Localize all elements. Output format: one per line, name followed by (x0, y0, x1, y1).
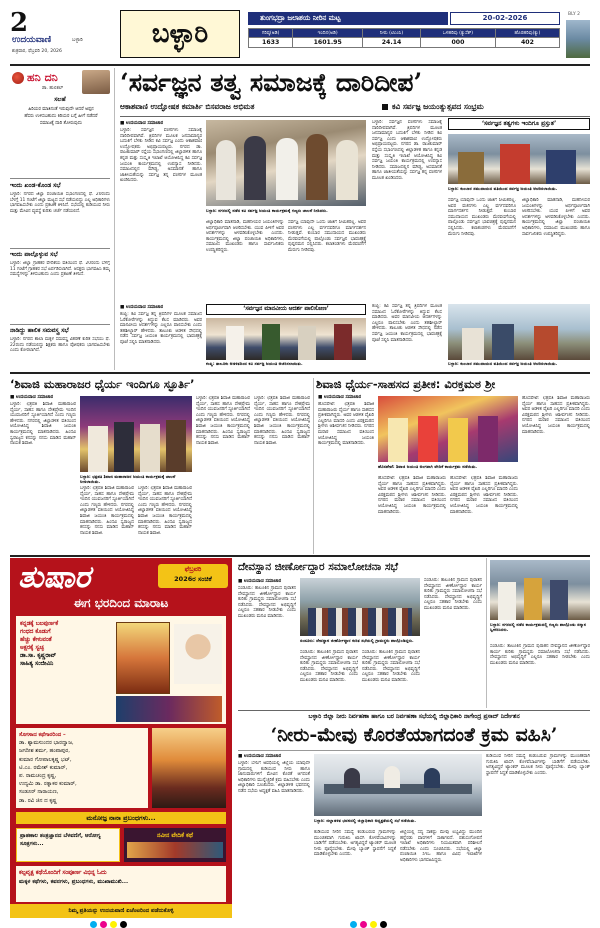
tushara-art (116, 696, 222, 722)
section-title: ಬಳ್ಳಾರಿ (151, 19, 209, 49)
photo-figure (306, 134, 328, 200)
dam-level-box (248, 12, 560, 58)
paper-name: ಉದಯವಾಣಿ (12, 35, 52, 45)
tushara-portrait (174, 624, 222, 684)
tushara-bottom-panel (16, 866, 226, 902)
hani-logo-icon (12, 72, 24, 84)
photo-figure (114, 422, 134, 472)
lead-side-body-a: ಸರ್ವಜ್ಞ ಯಾವುದೇ ಒಂದು ಜಾತಿಗೆ ಸೀಮಿತರಲ್ಲ. ಅವರ ವಚನಗಳು ಎಲ್ಲ ವರ್ಗದವರಿಗೂ ಮಾರ್ಗದರ್ಶನ ನೀಡುತ್ತವೆ. ಕುಂಬಾರ ಸಮುದಾಯದ ಮುಖಂಡರು ಮೆರವಣಿಗೆಯಲ್ಲಿ ಪಾಲ್ಗೊಂಡು ಸರ್ವಜ್ಞನ ಭಾವಚಿತ್ರಕ್ಕೆ ಪುಷ್ಪನಮನ ಸಲ್ಲಿಸಿದರು. ಕಲಾತಂಡಗಳು ಮೆರವಣಿಗೆಗೆ ಮೆರುಗು ನೀಡಿದವು. (448, 198, 516, 237)
registration-dot (350, 921, 357, 928)
contributor: ಉದ್ಯಮಿ ಡಾ. ರತ್ನಾಕರ ಕುಮಾರ್, (19, 781, 77, 788)
temple-body-a: ಸಂಡೂರು: ತಾಲೂಕಿನ ಗ್ರಾಮದ ಪುರಾತನ ದೇವಸ್ಥಾನದ ಜೀರ್ಣೋದ್ಧಾರ ಕಾರ್ಯ ಕುರಿತು ಗ್ರಾಮಸ್ಥರು ಸಮಾಲೋಚನಾ ಸಭೆ ನಡೆಸಿದರು. ದೇವಸ್ಥಾನದ ಅಭಿವೃದ್ಧಿಗೆ ಎಲ್ಲರೂ ಸಹಕಾರ ನೀಡಬೇಕು ಎಂದು ಮುಖಂಡರು ಮನವಿ ಮಾಡಿದರು. (238, 586, 296, 619)
registration-dot (360, 921, 367, 928)
temple-body-d: ಸಂಡೂರು: ತಾಲೂಕಿನ ಗ್ರಾಮದ ಪುರಾತನ ದೇವಸ್ಥಾನದ ಜೀರ್ಣೋದ್ಧಾರ ಕಾರ್ಯ ಕುರಿತು ಗ್ರಾಮಸ್ಥರು ಸಮಾಲೋಚನಾ ಸಭೆ ನಡೆಸಿದರು. ದೇವಸ್ಥಾನದ ಅಭಿವೃದ್ಧಿಗೆ ಎಲ್ಲರೂ ಸಹಕಾರ ನೀಡಬೇಕು ಎಂದು ಮುಖಂಡರು ಮನವಿ ಮಾಡಿದರು. (424, 578, 482, 611)
brief-2-title: ಇಂದು ಪಾಲ್ಗೊಳ್ಳುವ ಸಭೆ (10, 251, 58, 258)
temple-body-c: ಸಂಡೂರು: ತಾಲೂಕಿನ ಗ್ರಾಮದ ಪುರಾತನ ದೇವಸ್ಥಾನದ ಜೀರ್ಣೋದ್ಧಾರ ಕಾರ್ಯ ಕುರಿತು ಗ್ರಾಮಸ್ಥರು ಸಮಾಲೋಚನಾ ಸಭೆ ನಡೆಸಿದರು. ದೇವಸ್ಥಾನದ ಅಭಿವೃದ್ಧಿಗೆ ಎಲ್ಲರೂ ಸಹಕಾರ ನೀಡಬೇಕು ಎಂದು ಮುಖಂಡರು ಮನವಿ ಮಾಡಿದರು. (362, 650, 420, 683)
tushara-illustration (152, 728, 226, 808)
lead-side-caption: ಬಳ್ಳಾರಿ: ಕುಂಬಾರ ಸಮುದಾಯದ ವತಿಯಿಂದ ಸರ್ವಜ್ಞ ಜಯಂತಿ ಆಚರಿಸಲಾಯಿತು. (448, 186, 558, 191)
contributor: ಸಂಡೂರ್ ನಾರಾಯಣ, (19, 789, 59, 796)
section-title-box (120, 10, 240, 58)
shivaji-body-left-a: ಬಳ್ಳಾರಿ: ಛತ್ರಪತಿ ಶಿವಾಜಿ ಮಹಾರಾಜರ ಧೈರ್ಯ, ಸಾಹಸ ಹಾಗೂ ದೇಶಪ್ರೇಮ ಇಂದಿನ ಯುವಜನರಿಗೆ ಸ್ಫೂರ್ತಿಯಾಗಿದೆ ಎಂದು ಗಣ್ಯರು ಹೇಳಿದರು. ನಗರದಲ್ಲಿ ಜಿಲ್ಲಾಡಳಿತ ವತಿಯಿಂದ ಆಯೋಜಿಸಿದ್ದ ಶಿವಾಜಿ ಜಯಂತಿ ಕಾರ್ಯಕ್ರಮದಲ್ಲಿ ಮಾತನಾಡಿದರು. ಹಿಂದವಿ ಸ್ವರಾಜ್ಯದ ಕನಸನ್ನು ನನಸು ಮಾಡಿದ ಮಹಾನ್ ನಾಯಕ ಶಿವಾಜಿ. (10, 402, 76, 447)
side-photo-2 (448, 304, 590, 360)
tushara-box1 (16, 828, 120, 862)
rule (10, 248, 110, 249)
water-byline: ■ ಉದಯವಾಣಿ ಸಮಾಚಾರ (238, 754, 282, 759)
rule (10, 372, 590, 374)
dam-photo (566, 20, 590, 58)
shivaji-body-right-c: ಹೊಸಪೇಟೆ: ಛತ್ರಪತಿ ಶಿವಾಜಿ ಮಹಾರಾಜರು ಧೈರ್ಯ ಹಾಗೂ ಸಾಹಸದ ಪ್ರತೀಕವಾಗಿದ್ದರು. ಅವರ ಆಡಳಿತ ವೈಖರಿ ಎಲ್ಲರಿಗೂ ಮಾದರಿ ಎಂದು ವಿರಕ್ತಮಠದ ಶ್ರೀಗಳು ಆಶೀರ್ವಚನ ನೀಡಿದರು. ನಗರದ ಮರಾಠ ಸಮಾಜದ ವತಿಯಿಂದ ಆಯೋಜಿಸಿದ್ದ ಜಯಂತಿ ಕಾರ್ಯಕ್ರಮದಲ್ಲಿ ಮಾತನಾಡಿದರು. (450, 476, 518, 515)
tushara-tagline: ಈಗ ಭರದಿಂದ ಮಾರಾಟ (73, 596, 169, 610)
lead-body-col1: ಬಳ್ಳಾರಿ: ಸರ್ವಜ್ಞನ ವಚನಗಳು ಸಮಾಜಕ್ಕೆ ದಾರಿದೀಪವಾಗಿವೆ. ತ್ರಿಪದಿಗಳ ಮೂಲಕ ಜನಸಾಮಾನ್ಯರ ಬದುಕಿಗೆ ಬೆಳಕು ನೀಡಿದ ಕವಿ ಸರ್ವಜ್ಞ ಎಂದು ಆಕಾಶವಾಣಿ ಉದ್ಘೋಷಕರು ಅಭಿಪ್ರಾಯಪಟ್ಟರು. ನಗರದ ಡಾ. ರಾಜಕುಮಾರ್ ರಸ್ತೆಯ ಸಭಾಂಗಣದಲ್ಲಿ ಜಿಲ್ಲಾಡಳಿತ ಹಾಗೂ ಕನ್ನಡ ಮತ್ತು ಸಂಸ್ಕೃತಿ ಇಲಾಖೆ ಆಯೋಜಿಸಿದ್ದ ಕವಿ ಸರ್ವಜ್ಞ ಜಯಂತಿ ಕಾರ್ಯಕ್ರಮದಲ್ಲಿ ಉಪನ್ಯಾಸ ನೀಡಿದರು. ಸಮಾಜದಲ್ಲಿನ ಮೌಢ್ಯ, ಅಸಮಾನತೆ ಹಾಗೂ ಜಾತೀಯತೆಯನ್ನು ಸರ್ವಜ್ಞ ತನ್ನ ವಚನಗಳ ಮೂಲಕ ಖಂಡಿಸಿದರು. (120, 128, 202, 184)
water-body-c: ಜಿಲ್ಲೆಯಲ್ಲಿ ಸದ್ಯ ಸಾಕಷ್ಟು ಮೇವು ಲಭ್ಯವಿದ್ದು ಮುಂದಿನ ಹನ್ನೆರಡು ವಾರಗಳಿಗೆ ಸಾಕಾಗಲಿದೆ. ಪಶುಸಂಗೋಪನೆ ಇಲಾಖೆ ಅಧಿಕಾರಿಗಳು ನಿಯಮಿತವಾಗಿ ಪರಿಶೀಲನೆ ನಡೆಸಬೇಕು ಎಂದು ಸೂಚಿಸಿದರು. ಸಭೆಯಲ್ಲಿ ಜಿಲ್ಲಾ ಪಂಚಾಯಿತಿ ಸಿಇಒ ಹಾಗೂ ವಿವಿಧ ಇಲಾಖೆಗಳ ಅಧಿಕಾರಿಗಳು ಭಾಗವಹಿಸಿದ್ದರು. (400, 830, 482, 863)
contributor: ಕುಮಾರ ಗೋಪಾಲಕೃಷ್ಣ ಭಟ್, (19, 756, 72, 763)
temple-headline: ದೇವಸ್ಥಾನ ಜೀರ್ಣೋದ್ಧಾರ ಸಮಾಲೋಚನಾ ಸಭೆ (238, 561, 398, 573)
tushara-bottom2: ಮಕ್ಕಳ ಕಥೆಗಳು, ಕವನಗಳು, ಪ್ರಬಂಧಗಳು, ಮುಖಾಮುಖಿ... (19, 879, 129, 885)
tushara-ribbon: ಮನೋಜ್ಞ ನಾನಾ ಪ್ರಬಂಧಗಳು... (16, 812, 226, 824)
hani-logo: ಹನಿ ದನಿ (27, 71, 58, 84)
photo-figure (534, 326, 558, 360)
tushara-contributors (16, 728, 148, 808)
square-bullet-icon (382, 104, 388, 110)
temple-side-photo (490, 560, 590, 620)
feature-line: ಗಂಧದ ಕೊಡುಗೆ (20, 629, 51, 635)
temple-byline: ■ ಉದಯವಾಣಿ ಸಮಾಚಾರ (238, 579, 282, 584)
registration-dot (100, 921, 107, 928)
lead-body-col3: ಸರ್ವಜ್ಞ ಯಾವುದೇ ಒಂದು ಜಾತಿಗೆ ಸೀಮಿತರಲ್ಲ. ಅವರ ವಚನಗಳು ಎಲ್ಲ ವರ್ಗದವರಿಗೂ ಮಾರ್ಗದರ್ಶನ ನೀಡುತ್ತವೆ. ಕುಂಬಾರ ಸಮುದಾಯದ ಮುಖಂಡರು ಮೆರವಣಿಗೆಯಲ್ಲಿ ಪಾಲ್ಗೊಂಡು ಸರ್ವಜ್ಞನ ಭಾವಚಿತ್ರಕ್ಕೆ ಪುಷ್ಪನಮನ ಸಲ್ಲಿಸಿದರು. ಕಲಾತಂಡಗಳು ಮೆರವಣಿಗೆಗೆ ಮೆರುಗು ನೀಡಿದವು. (288, 220, 366, 253)
section2-tag: ‘ಸರ್ವಜ್ಞನ ಮಾನವೀಯ ಆದರ್ಶ ಪಾಲಿಸೋಣ’ (206, 304, 366, 315)
poem-title: ಸಲಹೆ (54, 96, 66, 103)
brief-1-body: ಬಳ್ಳಾರಿ: ನಗರದ ಜಿಲ್ಲಾ ಪಂಚಾಯಿತಿ ಸಭಾಂಗಣದಲ್ಲಿ ಫೆ. 20ರಂದು ಬೆಳಗ್ಗೆ 11 ಗಂಟೆಗೆ ಜಿಲ್ಲಾ ಮಟ್ಟದ ಸಭೆ ನಡೆಯಲಿದ್ದು ಎಲ್ಲ ಅಧಿಕಾರಿಗಳು ಭಾಗವಹಿಸಬೇಕು ಎಂದು ಪ್ರಕಟಣೆ ತಿಳಿಸಿದೆ. ಸಭೆಯಲ್ಲಿ ಕುಡಿಯುವ ನೀರು ಮತ್ತು ಮೇವಿನ ವ್ಯವಸ್ಥೆ ಕುರಿತು ಚರ್ಚೆ ನಡೆಯಲಿದೆ. (10, 192, 110, 214)
photo-figure (458, 152, 484, 184)
dam-value-3: 000 (421, 38, 496, 48)
tushara-issue: 2026ರ ಸಂಚಿಕೆ (174, 575, 212, 583)
rule (238, 710, 590, 711)
feature-line: ಸಾಹಿತ್ಯ ಸಂಜೀವಿನಿ (20, 661, 54, 667)
photo-figure (500, 144, 530, 184)
lead-body-col2: ಜಿಲ್ಲಾಧಿಕಾರಿ ಮಾತನಾಡಿ, ಮಹನೀಯರ ಜಯಂತಿಗಳನ್ನು ಅರ್ಥಪೂರ್ಣವಾಗಿ ಆಚರಿಸಬೇಕು. ಯುವ ಪೀಳಿಗೆ ಅವರ ಆದರ್ಶಗಳನ್ನು ಅಳವಡಿಸಿಕೊಳ್ಳಬೇಕು ಎಂದರು. ಕಾರ್ಯಕ್ರಮದಲ್ಲಿ ಜಿಲ್ಲಾ ಪಂಚಾಯಿತಿ ಅಧಿಕಾರಿಗಳು, ಸಮಾಜದ ಮುಖಂಡರು ಹಾಗೂ ಸಾರ್ವಜನಿಕರು ಉಪಸ್ಥಿತರಿದ್ದರು. (206, 220, 284, 253)
tushara-magazine-cover (116, 622, 170, 694)
tushara-feature-list (20, 620, 112, 668)
photo-figure (308, 608, 412, 636)
photo-figure (418, 416, 438, 462)
tushara-bottom1: ಕಲ್ಪವೃಕ್ಷ ಕಥೆಯೊಂದಿಗೆ ಸಂಪೂರ್ಣ ವಿಭಿನ್ನ ಓದು (19, 870, 107, 876)
photo-figure (216, 140, 236, 200)
side-photo-2-caption: ಬಳ್ಳಾರಿ: ಕುಂಬಾರ ಸಮುದಾಯದ ವತಿಯಿಂದ ಸರ್ವಜ್ಞ ಜಯಂತಿ ಆಚರಿಸಲಾಯಿತು. (448, 361, 558, 366)
photo-figure (478, 416, 498, 462)
shivaji-headline-right: ಶಿವಾಜಿ ಧೈರ್ಯ-ಸಾಹಸದ ಪ್ರತೀಕ: ವಿರಕ್ತಮಠ ಶ್ರೀ (316, 377, 496, 391)
lead-headline: ‘ಸರ್ವಜ್ಞನ ತತ್ವ ಸಮಾಜಕ್ಕೆ ದಾರಿದೀಪ’ (120, 68, 423, 97)
column-rule (313, 378, 314, 554)
poem-text: ಹಿರಿಯರ ಮಾತಿನಂತೆ ಇರುವುದೇ ಆದರೆ ಅಪ್ಪನ ಹೆಸರು ಉಳಿಸಬಹುದು ಕಿರಿಯರ ಬಗ್ಗೆ ಹೀಗೆ ನಡೆದರೆ ಸಮಾಜಕ್ಕೆ ದಾರಿ ತೋರುವುದು (24, 107, 98, 127)
hani-author-photo (82, 70, 110, 94)
page-code: BLY 2 (568, 12, 581, 17)
shivaji-body-right-b: ಹೊಸಪೇಟೆ: ಛತ್ರಪತಿ ಶಿವಾಜಿ ಮಹಾರಾಜರು ಧೈರ್ಯ ಹಾಗೂ ಸಾಹಸದ ಪ್ರತೀಕವಾಗಿದ್ದರು. ಅವರ ಆಡಳಿತ ವೈಖರಿ ಎಲ್ಲರಿಗೂ ಮಾದರಿ ಎಂದು ವಿರಕ್ತಮಠದ ಶ್ರೀಗಳು ಆಶೀರ್ವಚನ ನೀಡಿದರು. ನಗರದ ಮರಾಠ ಸಮಾಜದ ವತಿಯಿಂದ ಆಯೋಜಿಸಿದ್ದ ಜಯಂತಿ ಕಾರ್ಯಕ್ರಮದಲ್ಲಿ ಮಾತನಾಡಿದರು. (378, 476, 446, 515)
brief-3-title: ನಾಡಿದ್ದು ಹಾಲಿಕ ಸಮವಸ್ತ್ರ ಸಭೆ (10, 327, 69, 334)
photo-figure (334, 324, 352, 360)
rule (10, 178, 110, 179)
contributor: ಜಗದೀಶ ಶರ್ಮ, ಹಂಪಾಪುರ, (19, 748, 70, 755)
box-art (127, 842, 223, 858)
lead-photo-caption: ಬಳ್ಳಾರಿ: ನಗರದಲ್ಲಿ ನಡೆದ ಕವಿ ಸರ್ವಜ್ಞ ಜಯಂತಿ ಕಾರ್ಯಕ್ರಮಕ್ಕೆ ಗಣ್ಯರು ಚಾಲನೆ ನೀಡಿದರು. (206, 208, 328, 213)
tushara-month-badge (158, 564, 228, 588)
dam-value-1: 1601.95 (293, 38, 363, 48)
contributor: ಡಾ. ಶ್ಯಾಮಸುಂದರ ಭಾರದ್ವಾಜ, (19, 740, 74, 747)
dam-value-0: 1633 (249, 38, 293, 48)
dam-head-0: ಗರಿಷ್ಠ(ಅಡಿ) (249, 29, 293, 38)
lead-photo (206, 120, 366, 206)
water-headline: ‘ನೀರು-ಮೇವು ಕೊರತೆಯಾಗದಂತೆ ಕ್ರಮ ವಹಿಸಿ’ (270, 724, 558, 746)
dam-value-4: 402 (495, 38, 559, 48)
shivaji-body-right-d: ಹೊಸಪೇಟೆ: ಛತ್ರಪತಿ ಶಿವಾಜಿ ಮಹಾರಾಜರು ಧೈರ್ಯ ಹಾಗೂ ಸಾಹಸದ ಪ್ರತೀಕವಾಗಿದ್ದರು. ಅವರ ಆಡಳಿತ ವೈಖರಿ ಎಲ್ಲರಿಗೂ ಮಾದರಿ ಎಂದು ವಿರಕ್ತಮಠದ ಶ್ರೀಗಳು ಆಶೀರ್ವಚನ ನೀಡಿದರು. ನಗರದ ಮರಾಠ ಸಮಾಜದ ವತಿಯಿಂದ ಆಯೋಜಿಸಿದ್ದ ಜಯಂತಿ ಕಾರ್ಯಕ್ರಮದಲ್ಲಿ ಮಾತನಾಡಿದರು. (522, 396, 590, 435)
photo-figure (336, 140, 358, 200)
registration-dot (90, 921, 97, 928)
lead-kicker-row (120, 102, 590, 114)
photo-figure (550, 580, 568, 620)
feature-line: ಅಕ್ಷರಕ್ಕೆ ಸ್ವಚ್ಛ (20, 645, 44, 651)
registration-dot (380, 921, 387, 928)
rule (238, 750, 590, 751)
lead-side-body-b: ಜಿಲ್ಲಾಧಿಕಾರಿ ಮಾತನಾಡಿ, ಮಹನೀಯರ ಜಯಂತಿಗಳನ್ನು ಅರ್ಥಪೂರ್ಣವಾಗಿ ಆಚರಿಸಬೇಕು. ಯುವ ಪೀಳಿಗೆ ಅವರ ಆದರ್ಶಗಳನ್ನು ಅಳವಡಿಸಿಕೊಳ್ಳಬೇಕು ಎಂದರು. ಕಾರ್ಯಕ್ರಮದಲ್ಲಿ ಜಿಲ್ಲಾ ಪಂಚಾಯಿತಿ ಅಧಿಕಾರಿಗಳು, ಸಮಾಜದ ಮುಖಂಡರು ಹಾಗೂ ಸಾರ್ವಜನಿಕರು ಉಪಸ್ಥಿತರಿದ್ದರು. (522, 198, 590, 237)
dam-title: ತುಂಗಭದ್ರಾ ಜಲಾಶಯ ನೀರಿನ ಮಟ್ಟ (248, 12, 448, 25)
contributor: ಸೊಗಸಾದ ಕಥೆಗಾರರಿಂದ – (19, 732, 66, 738)
feature-line: ಕನ್ನಡಕ್ಕೆ ಬಲಪುರ್ಣಕೆ (20, 621, 59, 627)
masthead (10, 10, 590, 62)
rule (120, 116, 590, 117)
section2-caption: ಕಂಪ್ಲಿ: ತಾಲೂಕು ಆಡಳಿತದಿಂದ ಕವಿ ಸರ್ವಜ್ಞ ಜಯಂತಿ ಆಚರಿಸಲಾಯಿತು. (206, 361, 303, 366)
brief-1 (10, 182, 110, 246)
tushara-footer-band: ನಿಮ್ಮ ಪ್ರತಿಯನ್ನು ಉದಯವಾಣಿ ಏಜೆಂಟರಿಂದ ಪಡೆದುಕೊಳ್ಳಿ (10, 904, 232, 918)
tushara-box2 (124, 828, 226, 862)
column-rule (114, 68, 115, 370)
photo-figure (524, 578, 542, 620)
rule (10, 555, 590, 557)
date-line: ಶುಕ್ರವಾರ, ಫೆಬ್ರವರಿ 20, 2026 (12, 49, 62, 54)
feature-line: ಹೆಚ್ಚು ಕೇಳುವಂತೆ (20, 637, 52, 643)
photo-figure (492, 324, 514, 360)
shivaji-photo-left (80, 396, 192, 472)
photo-figure (388, 418, 408, 462)
contributor: ಡಾ. ರವಿ ಜಿನ ದ ಕೃಷ್ಣ (19, 797, 57, 804)
shivaji-photo-right (378, 396, 518, 462)
dam-date: 20-02-2026 (450, 12, 560, 25)
lead-side-photo (448, 134, 590, 184)
photo-figure (276, 138, 298, 200)
photo-figure (384, 766, 400, 788)
shivaji-body-left-b: ಬಳ್ಳಾರಿ: ಛತ್ರಪತಿ ಶಿವಾಜಿ ಮಹಾರಾಜರ ಧೈರ್ಯ, ಸಾಹಸ ಹಾಗೂ ದೇಶಪ್ರೇಮ ಇಂದಿನ ಯುವಜನರಿಗೆ ಸ್ಫೂರ್ತಿಯಾಗಿದೆ ಎಂದು ಗಣ್ಯರು ಹೇಳಿದರು. ನಗರದಲ್ಲಿ ಜಿಲ್ಲಾಡಳಿತ ವತಿಯಿಂದ ಆಯೋಜಿಸಿದ್ದ ಶಿವಾಜಿ ಜಯಂತಿ ಕಾರ್ಯಕ್ರಮದಲ್ಲಿ ಮಾತನಾಡಿದರು. ಹಿಂದವಿ ಸ್ವರಾಜ್ಯದ ಕನಸನ್ನು ನನಸು ಮಾಡಿದ ಮಹಾನ್ ನಾಯಕ ಶಿವಾಜಿ. (80, 486, 134, 536)
shivaji-headline-left: ‘ಶಿವಾಜಿ ಮಹಾರಾಜರ ಧೈರ್ಯ ಇಂದಿಗೂ ಸ್ಫೂರ್ತಿ’ (10, 377, 195, 391)
registration-dot (110, 921, 117, 928)
lead-kicker-right: ಕವಿ ಸರ್ವಜ್ಞ ಜಯಂತ್ಯುತ್ಸವದ ಸಂಭ್ರಮ (392, 102, 484, 111)
water-body-a: ಬಳ್ಳಾರಿ: ಬೇಸಿಗೆ ಅವಧಿಯಲ್ಲಿ ಜಿಲ್ಲೆಯ ಯಾವುದೇ ಗ್ರಾಮದಲ್ಲಿ ಕುಡಿಯುವ ನೀರು ಹಾಗೂ ಜಾನುವಾರುಗಳಿಗೆ ಮೇವಿನ ಕೊರತೆ ಆಗದಂತೆ ಅಧಿಕಾರಿಗಳು ಮುನ್ನೆಚ್ಚರಿಕೆ ಕ್ರಮ ವಹಿಸಬೇಕು ಎಂದು ಜಿಲ್ಲಾಧಿಕಾರಿ ಸೂಚಿಸಿದರು. ಜಿಲ್ಲಾಡಳಿತ ಭವನದಲ್ಲಿ ನಡೆದ ಸಭೆಯ ಅಧ್ಯಕ್ಷತೆ ವಹಿಸಿ ಮಾತನಾಡಿದರು. (238, 761, 310, 794)
water-subhead: ಬಳ್ಳಾರಿ ಜಿಲ್ಲಾ ನೀರು ನಿರ್ವಹಣಾ ಹಾಗೂ ಬರ ನಿರ್ವಹಣಾ ಸಭೆಯಲ್ಲಿ ಜಿಲ್ಲಾಧಿಕಾರಿ ನಾಗೇಂದ್ರ ಪ್ರಸಾದ್ ನಿರ್ದೇಶನ (308, 713, 520, 720)
tushara-box2-text: ನವೀನ ವೇದಿಕೆ ಕಥೆ (157, 832, 193, 839)
section2-byline: ■ ಉದಯವಾಣಿ ಸಮಾಚಾರ (120, 305, 164, 310)
tushara-logo: ತುಷಾರ (18, 560, 91, 595)
temple-side-caption: ಬಳ್ಳಾರಿ: ನಗರದಲ್ಲಿ ನಡೆದ ಕಾರ್ಯಕ್ರಮದಲ್ಲಿ ಗಣ್ಯರು ಪಾಲ್ಗೊಂಡು ಸನ್ಮಾನ ಸ್ವೀಕರಿಸಿದರು. (490, 622, 587, 632)
dam-head-4: ಹೊರಹರಿವು(ಕ್ಯು) (495, 29, 559, 38)
brief-1-title: ಇಂದು ಖಂಡ-ಕೊಂಡ ಸಭೆ (10, 182, 61, 189)
lead-kicker-left: ಆಕಾಶವಾಣಿ ಉದ್ಘೋಷಕ ಕಮಾರ್ತಿ ಬಿಸವರಾಜ ಅಭಿಮತ (120, 102, 255, 111)
photo-figure (262, 324, 280, 360)
temple-side-body: ಸಂಡೂರು: ತಾಲೂಕಿನ ಗ್ರಾಮದ ಪುರಾತನ ದೇವಸ್ಥಾನದ ಜೀರ್ಣೋದ್ಧಾರ ಕಾರ್ಯ ಕುರಿತು ಗ್ರಾಮಸ್ಥರು ಸಮಾಲೋಚನಾ ಸಭೆ ನಡೆಸಿದರು. ದೇವಸ್ಥಾನದ ಅಭಿವೃದ್ಧಿಗೆ ಎಲ್ಲರೂ ಸಹಕಾರ ನೀಡಬೇಕು ಎಂದು ಮುಖಂಡರು ಮನವಿ ಮಾಡಿದರು. (490, 644, 590, 666)
registration-dot (370, 921, 377, 928)
registration-dot (120, 921, 127, 928)
dam-table (248, 28, 560, 48)
photo-figure (462, 328, 484, 360)
contributor: ಪ. ರಾಮಚಂದ್ರ ಕೃಷ್ಣ, (19, 773, 57, 780)
edition-label: ಬಳ್ಳಾರಿ (72, 37, 83, 43)
tushara-cover-panel (16, 616, 226, 724)
column-rule (486, 558, 487, 708)
photo-figure (498, 582, 516, 620)
photo-figure (140, 424, 160, 472)
shivaji-body-left-c: ಬಳ್ಳಾರಿ: ಛತ್ರಪತಿ ಶಿವಾಜಿ ಮಹಾರಾಜರ ಧೈರ್ಯ, ಸಾಹಸ ಹಾಗೂ ದೇಶಪ್ರೇಮ ಇಂದಿನ ಯುವಜನರಿಗೆ ಸ್ಫೂರ್ತಿಯಾಗಿದೆ ಎಂದು ಗಣ್ಯರು ಹೇಳಿದರು. ನಗರದಲ್ಲಿ ಜಿಲ್ಲಾಡಳಿತ ವತಿಯಿಂದ ಆಯೋಜಿಸಿದ್ದ ಶಿವಾಜಿ ಜಯಂತಿ ಕಾರ್ಯಕ್ರಮದಲ್ಲಿ ಮಾತನಾಡಿದರು. ಹಿಂದವಿ ಸ್ವರಾಜ್ಯದ ಕನಸನ್ನು ನನಸು ಮಾಡಿದ ಮಹಾನ್ ನಾಯಕ ಶಿವಾಜಿ. (138, 486, 192, 536)
lead-side-tag: ‘ಸರ್ವಜ್ಞನ ತತ್ವಗಳು ಇಂದಿಗೂ ಪ್ರಸ್ತುತ’ (448, 118, 590, 130)
water-body-b: ಕುಡಿಯುವ ನೀರಿನ ಸಮಸ್ಯೆ ಕಂಡುಬರುವ ಗ್ರಾಮಗಳನ್ನು ಮುಂಚಿತವಾಗಿ ಗುರುತಿಸಿ ಖಾಸಗಿ ಕೊಳವೆಬಾವಿಗಳನ್ನು ಬಾಡಿಗೆಗೆ ಪಡೆಯಬೇಕು. ಅಗತ್ಯವಿದ್ದರೆ ಟ್ಯಾಂಕರ್ ಮೂಲಕ ನೀರು ಪೂರೈಸಬೇಕು. ಮೇವು ಬ್ಯಾಂಕ್ ಸ್ಥಾಪನೆಗೆ ಸಿದ್ಧತೆ ಮಾಡಿಕೊಳ್ಳಬೇಕು ಎಂದರು. (314, 830, 396, 858)
photo-figure (88, 426, 108, 472)
water-photo (314, 754, 482, 816)
tushara-box1-text: ಪ್ರಾತಃಕಾಲ ತಂತ್ರಜ್ಞಾನದ ಬೆಳವಣಿಗೆ, ಆರೋಗ್ಯ ಸೂತ್ರಗಳು... (20, 833, 101, 847)
shivaji-byline-left: ■ ಉದಯವಾಣಿ ಸಮಾಚಾರ (10, 395, 54, 400)
section2-body-b: ಕಂಪ್ಲಿ: ಕವಿ ಸರ್ವಜ್ಞ ತನ್ನ ತ್ರಿಪದಿಗಳ ಮೂಲಕ ಸಮಾಜದ ಓರೆಕೋರೆಗಳನ್ನು ತಿದ್ದುವ ಕೆಲಸ ಮಾಡಿದರು. ಅವರ ಮಾನವೀಯ ಆದರ್ಶಗಳನ್ನು ಎಲ್ಲರೂ ಪಾಲಿಸಬೇಕು ಎಂದು ತಹಶೀಲ್ದಾರ್ ಹೇಳಿದರು. ತಾಲೂಕು ಆಡಳಿತ ಸೌಧದಲ್ಲಿ ನಡೆದ ಸರ್ವಜ್ಞ ಜಯಂತಿ ಕಾರ್ಯಕ್ರಮದಲ್ಲಿ ಭಾವಚಿತ್ರಕ್ಕೆ ಪೂಜೆ ಸಲ್ಲಿಸಿ ಮಾತನಾಡಿದರು. (372, 304, 442, 343)
temple-photo (300, 578, 420, 636)
photo-figure (166, 420, 186, 472)
shivaji-body-left-e: ಬಳ್ಳಾರಿ: ಛತ್ರಪತಿ ಶಿವಾಜಿ ಮಹಾರಾಜರ ಧೈರ್ಯ, ಸಾಹಸ ಹಾಗೂ ದೇಶಪ್ರೇಮ ಇಂದಿನ ಯುವಜನರಿಗೆ ಸ್ಫೂರ್ತಿಯಾಗಿದೆ ಎಂದು ಗಣ್ಯರು ಹೇಳಿದರು. ನಗರದಲ್ಲಿ ಜಿಲ್ಲಾಡಳಿತ ವತಿಯಿಂದ ಆಯೋಜಿಸಿದ್ದ ಶಿವಾಜಿ ಜಯಂತಿ ಕಾರ್ಯಕ್ರಮದಲ್ಲಿ ಮಾತನಾಡಿದರು. ಹಿಂದವಿ ಸ್ವರಾಜ್ಯದ ಕನಸನ್ನು ನನಸು ಮಾಡಿದ ಮಹಾನ್ ನಾಯಕ ಶಿವಾಜಿ. (254, 396, 310, 446)
temple-body-b: ಸಂಡೂರು: ತಾಲೂಕಿನ ಗ್ರಾಮದ ಪುರಾತನ ದೇವಸ್ಥಾನದ ಜೀರ್ಣೋದ್ಧಾರ ಕಾರ್ಯ ಕುರಿತು ಗ್ರಾಮಸ್ಥರು ಸಮಾಲೋಚನಾ ಸಭೆ ನಡೆಸಿದರು. ದೇವಸ್ಥಾನದ ಅಭಿವೃದ್ಧಿಗೆ ಎಲ್ಲರೂ ಸಹಕಾರ ನೀಡಬೇಕು ಎಂದು ಮುಖಂಡರು ಮನವಿ ಮಾಡಿದರು. (300, 650, 358, 683)
dam-value-2: 24.14 (363, 38, 421, 48)
dam-head-2: ನೀರು (ಟಿಎಂಸಿ) (363, 29, 421, 38)
dam-head-3: ಒಳಹರಿವು (ಕ್ಯುಸೆಕ್) (421, 29, 496, 38)
contributor: ಟಿ.ಎಂ. ರಮೇಶ್ ಕುಮಾರ್, (19, 764, 68, 771)
shivaji-caption-right: ಹೊಸಪೇಟೆ: ಶಿವಾಜಿ ಜಯಂತಿ ಅಂಗವಾಗಿ ವೇದಿಕೆ ಕಾರ್ಯಕ್ರಮ ನಡೆಯಿತು. (378, 464, 478, 469)
brief-3-body: ಬಳ್ಳಾರಿ: ನಗರದ ಶಾಲಾ ಮಕ್ಕಳ ಸಮವಸ್ತ್ರ ವಿತರಣೆ ಕುರಿತ ಸಭೆಯು ಫೆ. 22ರಂದು ನಡೆಯಲಿದ್ದು ಶಿಕ್ಷಕರು ಹಾಗೂ ಪೋಷಕರು ಭಾಗವಹಿಸಬೇಕು ಎಂದು ಕೋರಲಾಗಿದೆ. (10, 337, 110, 354)
shivaji-body-left-d: ಬಳ್ಳಾರಿ: ಛತ್ರಪತಿ ಶಿವಾಜಿ ಮಹಾರಾಜರ ಧೈರ್ಯ, ಸಾಹಸ ಹಾಗೂ ದೇಶಪ್ರೇಮ ಇಂದಿನ ಯುವಜನರಿಗೆ ಸ್ಫೂರ್ತಿಯಾಗಿದೆ ಎಂದು ಗಣ್ಯರು ಹೇಳಿದರು. ನಗರದಲ್ಲಿ ಜಿಲ್ಲಾಡಳಿತ ವತಿಯಿಂದ ಆಯೋಜಿಸಿದ್ದ ಶಿವಾಜಿ ಜಯಂತಿ ಕಾರ್ಯಕ್ರಮದಲ್ಲಿ ಮಾತನಾಡಿದರು. ಹಿಂದವಿ ಸ್ವರಾಜ್ಯದ ಕನಸನ್ನು ನನಸು ಮಾಡಿದ ಮಹಾನ್ ನಾಯಕ ಶಿವಾಜಿ. (196, 396, 250, 446)
feature-line: ಡಾ.ಸಾ. ಕೃಷ್ಣರಾವ್ (20, 653, 57, 659)
water-body-d: ಕುಡಿಯುವ ನೀರಿನ ಸಮಸ್ಯೆ ಕಂಡುಬರುವ ಗ್ರಾಮಗಳನ್ನು ಮುಂಚಿತವಾಗಿ ಗುರುತಿಸಿ ಖಾಸಗಿ ಕೊಳವೆಬಾವಿಗಳನ್ನು ಬಾಡಿಗೆಗೆ ಪಡೆಯಬೇಕು. ಅಗತ್ಯವಿದ್ದರೆ ಟ್ಯಾಂಕರ್ ಮೂಲಕ ನೀರು ಪೂರೈಸಬೇಕು. ಮೇವು ಬ್ಯಾಂಕ್ ಸ್ಥಾಪನೆಗೆ ಸಿದ್ಧತೆ ಮಾಡಿಕೊಳ್ಳಬೇಕು ಎಂದರು. (486, 754, 590, 776)
shivaji-caption-left: ಬಳ್ಳಾರಿ: ಛತ್ರಪತಿ ಶಿವಾಜಿ ಮಹಾರಾಜರ ಜಯಂತಿ ಕಾರ್ಯಕ್ರಮಕ್ಕೆ ಚಾಲನೆ ನೀಡಲಾಯಿತು. (80, 474, 176, 484)
brief-2-body: ಬಳ್ಳಾರಿ: ಜಿಲ್ಲಾ ಗ್ರಾಹಕರ ವೇದಿಕೆಯ ವತಿಯಿಂದ ಫೆ. 20ರಂದು ಬೆಳಗ್ಗೆ 11 ಗಂಟೆಗೆ ಗ್ರಾಹಕರ ಸಭೆ ಏರ್ಪಡಿಸಲಾಗಿದೆ. ಆಸಕ್ತರು ಭಾಗವಹಿಸಿ ತಮ್ಮ ಸಮಸ್ಯೆಗಳನ್ನು ತಿಳಿಸಬಹುದು ಎಂದು ಪ್ರಕಟಣೆ ತಿಳಿಸಿದೆ. (10, 261, 110, 278)
hani-author: ಡಾ. ಹುಲಿಕಲ್ (42, 86, 64, 91)
lead-body-col4: ಬಳ್ಳಾರಿ: ಸರ್ವಜ್ಞನ ವಚನಗಳು ಸಮಾಜಕ್ಕೆ ದಾರಿದೀಪವಾಗಿವೆ. ತ್ರಿಪದಿಗಳ ಮೂಲಕ ಜನಸಾಮಾನ್ಯರ ಬದುಕಿಗೆ ಬೆಳಕು ನೀಡಿದ ಕವಿ ಸರ್ವಜ್ಞ ಎಂದು ಆಕಾಶವಾಣಿ ಉದ್ಘೋಷಕರು ಅಭಿಪ್ರಾಯಪಟ್ಟರು. ನಗರದ ಡಾ. ರಾಜಕುಮಾರ್ ರಸ್ತೆಯ ಸಭಾಂಗಣದಲ್ಲಿ ಜಿಲ್ಲಾಡಳಿತ ಹಾಗೂ ಕನ್ನಡ ಮತ್ತು ಸಂಸ್ಕೃತಿ ಇಲಾಖೆ ಆಯೋಜಿಸಿದ್ದ ಕವಿ ಸರ್ವಜ್ಞ ಜಯಂತಿ ಕಾರ್ಯಕ್ರಮದಲ್ಲಿ ಉಪನ್ಯಾಸ ನೀಡಿದರು. ಸಮಾಜದಲ್ಲಿನ ಮೌಢ್ಯ, ಅಸಮಾನತೆ ಹಾಗೂ ಜಾತೀಯತೆಯನ್ನು ಸರ್ವಜ್ಞ ತನ್ನ ವಚನಗಳ ಮೂಲಕ ಖಂಡಿಸಿದರು. (372, 120, 442, 181)
page-number: 2 (10, 8, 29, 38)
photo-figure (448, 418, 468, 462)
water-caption: ಬಳ್ಳಾರಿ: ಜಿಲ್ಲಾಡಳಿತ ಭವನದಲ್ಲಿ ಜಿಲ್ಲಾಧಿಕಾರಿ ಅಧ್ಯಕ್ಷತೆಯಲ್ಲಿ ಸಭೆ ನಡೆಯಿತು. (314, 818, 416, 823)
photo-figure (244, 136, 266, 200)
photo-figure (344, 768, 360, 788)
photo-figure (424, 768, 440, 788)
print-color-bar (0, 921, 600, 928)
dam-head-1: ಇಂದಿನ(ಅಡಿ) (293, 29, 363, 38)
lead-byline: ■ ಉದಯವಾಣಿ ಸಮಾಚಾರ (120, 121, 164, 126)
photo-figure (226, 326, 244, 360)
photo-figure (298, 326, 316, 360)
section2-body: ಕಂಪ್ಲಿ: ಕವಿ ಸರ್ವಜ್ಞ ತನ್ನ ತ್ರಿಪದಿಗಳ ಮೂಲಕ ಸಮಾಜದ ಓರೆಕೋರೆಗಳನ್ನು ತಿದ್ದುವ ಕೆಲಸ ಮಾಡಿದರು. ಅವರ ಮಾನವೀಯ ಆದರ್ಶಗಳನ್ನು ಎಲ್ಲರೂ ಪಾಲಿಸಬೇಕು ಎಂದು ತಹಶೀಲ್ದಾರ್ ಹೇಳಿದರು. ತಾಲೂಕು ಆಡಳಿತ ಸೌಧದಲ್ಲಿ ನಡೆದ ಸರ್ವಜ್ಞ ಜಯಂತಿ ಕಾರ್ಯಕ್ರಮದಲ್ಲಿ ಭಾವಚಿತ್ರಕ್ಕೆ ಪೂಜೆ ಸಲ್ಲಿಸಿ ಮಾತನಾಡಿದರು. (120, 312, 202, 345)
photo-figure (546, 150, 576, 184)
rule (10, 324, 110, 325)
shivaji-byline-right: ■ ಉದಯವಾಣಿ ಸಮಾಚಾರ (318, 395, 362, 400)
tushara-ad (10, 558, 232, 918)
brief-2 (10, 251, 110, 325)
section2-photo (206, 318, 366, 360)
tushara-month: ಫೆಬ್ರವರಿ (184, 565, 202, 573)
shivaji-body-right-a: ಹೊಸಪೇಟೆ: ಛತ್ರಪತಿ ಶಿವಾಜಿ ಮಹಾರಾಜರು ಧೈರ್ಯ ಹಾಗೂ ಸಾಹಸದ ಪ್ರತೀಕವಾಗಿದ್ದರು. ಅವರ ಆಡಳಿತ ವೈಖರಿ ಎಲ್ಲರಿಗೂ ಮಾದರಿ ಎಂದು ವಿರಕ್ತಮಠದ ಶ್ರೀಗಳು ಆಶೀರ್ವಚನ ನೀಡಿದರು. ನಗರದ ಮರಾಠ ಸಮಾಜದ ವತಿಯಿಂದ ಆಯೋಜಿಸಿದ್ದ ಜಯಂತಿ ಕಾರ್ಯಕ್ರಮದಲ್ಲಿ ಮಾತನಾಡಿದರು. (318, 402, 374, 447)
temple-caption: ಸಂಡೂರು: ದೇವಸ್ಥಾನ ಜೀರ್ಣೋದ್ಧಾರ ಕುರಿತ ಸಭೆಯಲ್ಲಿ ಗ್ರಾಮಸ್ಥರು ಪಾಲ್ಗೊಂಡಿದ್ದರು. (300, 638, 414, 643)
